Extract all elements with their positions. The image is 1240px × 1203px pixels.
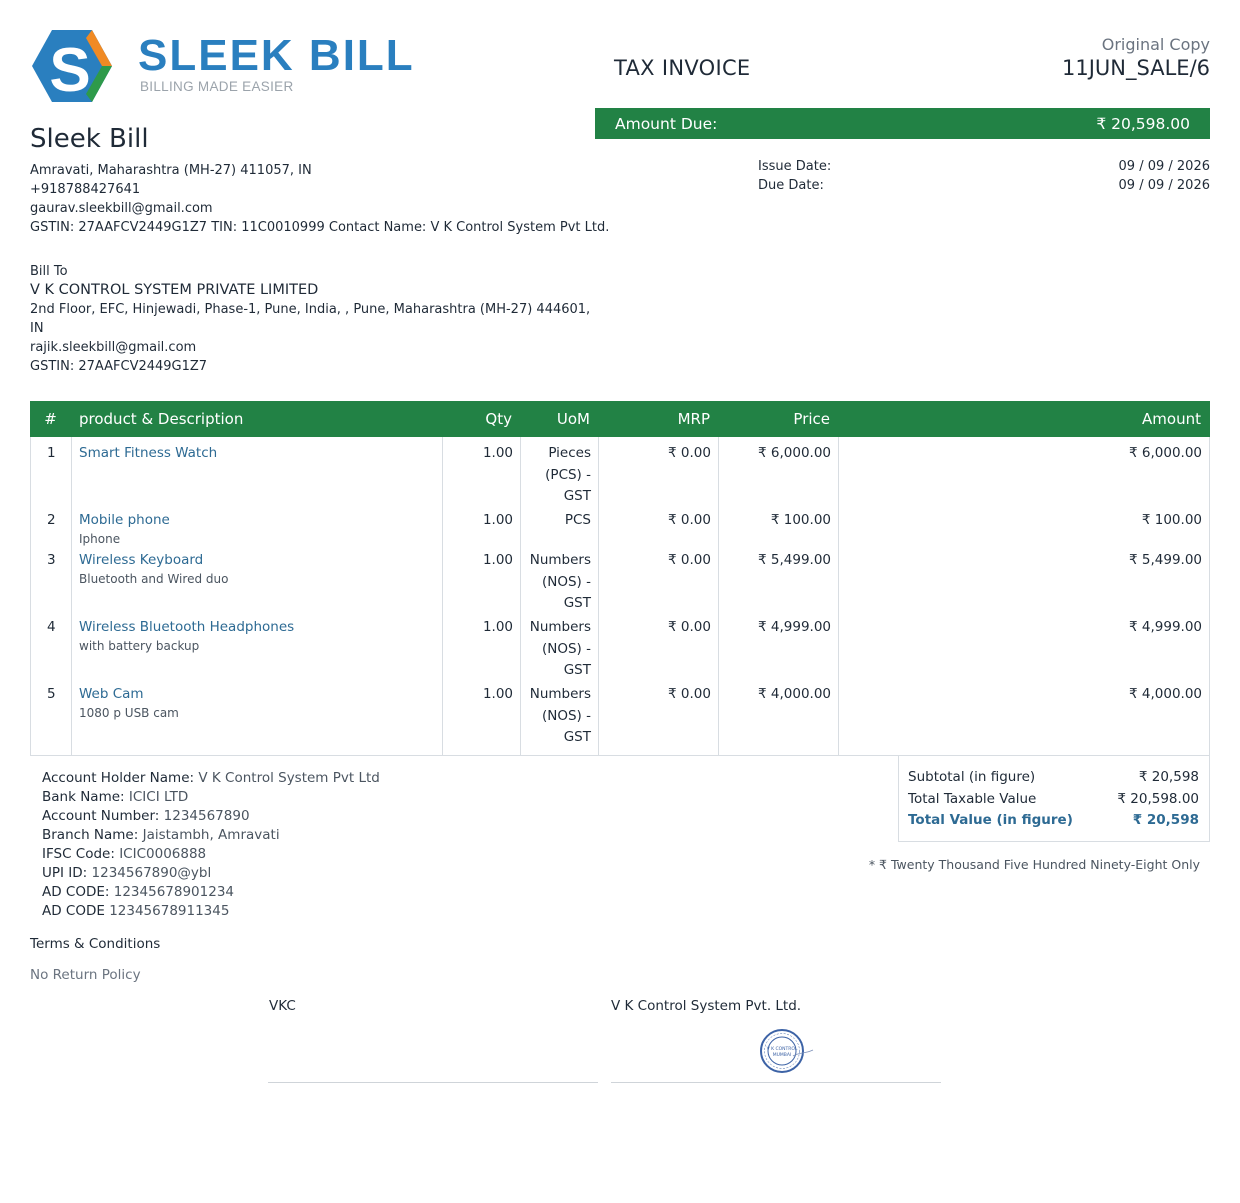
product-description: 1080 p USB cam: [79, 706, 179, 720]
row-qty: 1.00: [482, 552, 513, 568]
issue-date-value: 09 / 09 / 2026: [1118, 159, 1210, 174]
row-price: ₹ 100.00: [770, 512, 831, 528]
bank-value: 1234567890: [163, 808, 250, 824]
bank-value: V K Control System Pvt Ltd: [198, 770, 380, 786]
product-name: Smart Fitness Watch: [79, 445, 218, 461]
bank-key: UPI ID:: [42, 865, 88, 881]
bank-value: 1234567890@ybl: [91, 865, 212, 881]
bank-account-holder: [42, 770, 380, 786]
bank-ad-code: [42, 884, 234, 900]
uom-line: (PCS) -: [545, 466, 591, 483]
bank-branch-name: [42, 827, 280, 843]
row-qty: 1.00: [482, 619, 513, 635]
product-description: with battery backup: [79, 639, 200, 653]
product-name: Wireless Keyboard: [79, 552, 204, 568]
bank-key: Branch Name:: [42, 827, 139, 843]
uom-line: Numbers: [529, 619, 591, 635]
col-header-number: #: [44, 410, 57, 428]
col-header-product: product & Description: [79, 410, 244, 428]
row-amount: ₹ 5,499.00: [1129, 552, 1202, 568]
bank-key: Bank Name:: [42, 789, 125, 805]
col-divider: [838, 437, 839, 755]
bank-key: Account Holder Name:: [42, 770, 195, 786]
row-price: ₹ 5,499.00: [758, 552, 831, 568]
company-seal-stamp-icon: [757, 1028, 815, 1074]
col-header-mrp: MRP: [677, 410, 710, 428]
uom-line: PCS: [564, 512, 591, 528]
col-divider: [598, 437, 599, 755]
items-table-body: [30, 437, 1210, 756]
issue-date-label: Issue Date:: [758, 159, 832, 174]
col-header-uom: UoM: [556, 410, 590, 428]
uom-line: (NOS) -: [542, 573, 591, 590]
product-name: Wireless Bluetooth Headphones: [79, 619, 295, 635]
bill-to-gstin: GSTIN: 27AAFCV2449G1Z7: [30, 359, 208, 374]
row-qty: 1.00: [482, 686, 513, 702]
seller-address: Amravati, Maharashtra (MH-27) 411057, IN: [30, 163, 312, 178]
svg-text:MUMBAI: MUMBAI: [772, 1053, 792, 1058]
amount-due-label: Amount Due:: [615, 114, 718, 133]
uom-line: Pieces: [548, 445, 591, 461]
amount-due-banner: [595, 108, 1210, 139]
col-divider: [442, 437, 443, 755]
terms-heading: Terms & Conditions: [30, 936, 161, 952]
row-mrp: ₹ 0.00: [668, 512, 711, 528]
bank-value: ICICI LTD: [128, 789, 189, 805]
due-date-label: Due Date:: [758, 178, 824, 193]
col-header-qty: Qty: [485, 410, 512, 428]
bank-upi-id: [42, 865, 211, 881]
row-amount: ₹ 4,999.00: [1129, 619, 1202, 635]
row-number: 3: [47, 552, 56, 568]
logo-brand-text: SLEEK BILL: [138, 31, 415, 80]
uom-line: GST: [563, 595, 591, 611]
bank-value: Jaistambh, Amravati: [142, 827, 280, 843]
sleek-bill-hexagon-logo-icon: [30, 28, 120, 104]
row-mrp: ₹ 0.00: [668, 686, 711, 702]
bill-to-address-line1: 2nd Floor, EFC, Hinjewadi, Phase-1, Pune, India, , Pune, Maharashtra (MH-27) 444601,: [30, 302, 591, 317]
col-header-amount: Amount: [1142, 410, 1201, 428]
subtotal-row: [908, 769, 1199, 785]
amount-due-value: ₹ 20,598.00: [1096, 114, 1190, 133]
taxable-row: [908, 791, 1199, 807]
row-price: ₹ 6,000.00: [758, 445, 831, 461]
bank-name: [42, 789, 188, 805]
bank-value: 12345678901234: [113, 884, 234, 900]
row-number: 1: [47, 445, 56, 461]
bank-key: AD CODE:: [42, 884, 110, 900]
uom-line: GST: [563, 662, 591, 678]
row-uom: [511, 510, 591, 532]
bank-value: 12345678911345: [109, 903, 230, 919]
row-price: ₹ 4,999.00: [758, 619, 831, 635]
bank-key: AD CODE: [42, 903, 105, 919]
signature-right-line: [611, 1082, 941, 1083]
row-number: 5: [47, 686, 56, 702]
product-description: Iphone: [79, 532, 121, 546]
uom-line: Numbers: [529, 686, 591, 702]
col-divider: [71, 437, 72, 755]
bank-key: Account Number:: [42, 808, 160, 824]
bill-to-label: Bill To: [30, 264, 68, 279]
seller-tax-info: GSTIN: 27AAFCV2449G1Z7 TIN: 11C0010999 Contact Name: V K Control System Pvt Ltd.: [30, 220, 610, 235]
row-uom: [511, 684, 591, 749]
seller-email: gaurav.sleekbill@gmail.com: [30, 201, 213, 216]
totals-box: [898, 756, 1210, 842]
uom-line: (NOS) -: [542, 640, 591, 657]
invoice-number: 11JUN_SALE/6: [1062, 56, 1210, 80]
items-table: [30, 401, 1210, 756]
bank-value: ICIC0006888: [119, 846, 207, 862]
signature-right-label: V K Control System Pvt. Ltd.: [611, 998, 802, 1014]
terms-text: No Return Policy: [30, 967, 141, 983]
uom-line: GST: [563, 729, 591, 745]
bill-to-name: V K CONTROL SYSTEM PRIVATE LIMITED: [30, 282, 319, 298]
total-label: Total Value (in figure): [908, 812, 1073, 828]
items-table-header: [30, 401, 1210, 437]
uom-line: (NOS) -: [542, 707, 591, 724]
col-divider: [718, 437, 719, 755]
row-mrp: ₹ 0.00: [668, 619, 711, 635]
row-amount: ₹ 6,000.00: [1129, 445, 1202, 461]
row-amount: ₹ 100.00: [1141, 512, 1202, 528]
col-header-price: Price: [793, 410, 830, 428]
bill-to-email: rajik.sleekbill@gmail.com: [30, 340, 197, 355]
row-number: 4: [47, 619, 56, 635]
bank-key: IFSC Code:: [42, 846, 115, 862]
total-value: ₹ 20,598: [1132, 812, 1199, 828]
total-row: [908, 812, 1199, 828]
document-title: TAX INVOICE: [614, 56, 751, 80]
amount-in-words: * ₹ Twenty Thousand Five Hundred Ninety-Eight Only: [868, 857, 1200, 872]
bill-to-address-line2: IN: [30, 321, 44, 336]
subtotal-label: Subtotal (in figure): [908, 769, 1036, 785]
row-qty: 1.00: [482, 445, 513, 461]
seller-name: Sleek Bill: [30, 124, 149, 154]
taxable-label: Total Taxable Value: [908, 791, 1037, 807]
taxable-value: ₹ 20,598.00: [1117, 791, 1199, 807]
row-number: 2: [47, 512, 56, 528]
seller-phone: +918788427641: [30, 182, 141, 197]
svg-text:V K CONTROL: V K CONTROL: [766, 1047, 798, 1052]
signature-left-label: VKC: [269, 998, 296, 1014]
row-mrp: ₹ 0.00: [668, 552, 711, 568]
due-date-value: 09 / 09 / 2026: [1118, 178, 1210, 193]
subtotal-value: ₹ 20,598: [1138, 769, 1199, 785]
row-price: ₹ 4,000.00: [758, 686, 831, 702]
uom-line: Numbers: [529, 552, 591, 568]
product-name: Web Cam: [79, 686, 144, 702]
row-uom: [511, 550, 591, 615]
bank-ifsc-code: [42, 846, 206, 862]
row-amount: ₹ 4,000.00: [1129, 686, 1202, 702]
row-mrp: ₹ 0.00: [668, 445, 711, 461]
row-uom: [511, 443, 591, 508]
row-qty: 1.00: [482, 512, 513, 528]
bank-account-number: [42, 808, 250, 824]
product-name: Mobile phone: [79, 512, 170, 528]
logo-tagline: BILLING MADE EASIER: [140, 79, 294, 94]
row-uom: [511, 617, 591, 682]
svg-text:S: S: [49, 36, 91, 104]
copy-label: Original Copy: [1101, 35, 1210, 54]
signature-left-line: [268, 1082, 598, 1083]
uom-line: GST: [563, 488, 591, 504]
bank-ad-code-2: [42, 903, 229, 919]
product-description: Bluetooth and Wired duo: [79, 572, 229, 586]
sleek-bill-logo: [30, 28, 415, 104]
